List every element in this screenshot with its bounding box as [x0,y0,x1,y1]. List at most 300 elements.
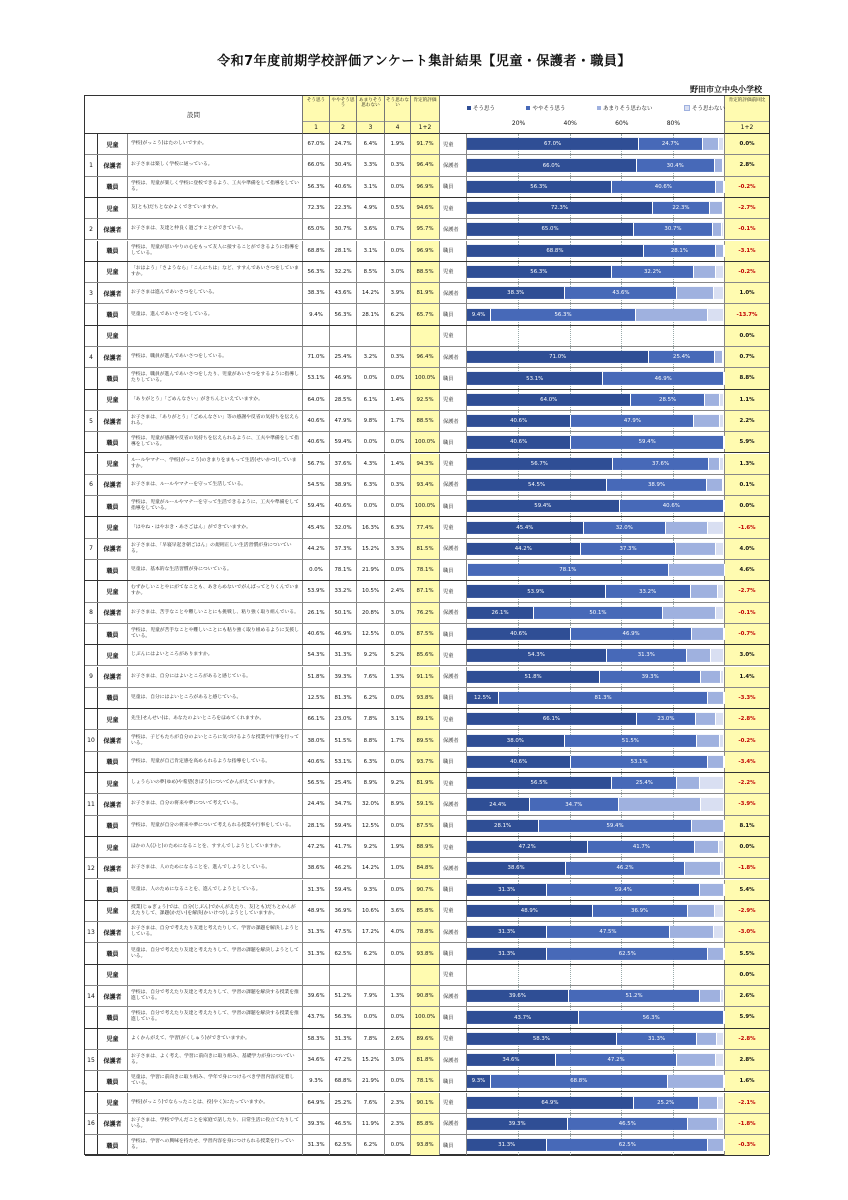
bar-data-label: 31.3% [498,929,516,936]
question-number-cell [85,901,98,921]
bar-segment [467,159,637,171]
bar-data-label: 41.7% [632,844,650,851]
answer-percent [330,965,357,985]
positive-total: 85.6% [411,645,440,665]
answer-percent: 16.3% [357,517,385,537]
answer-percent: 0.0% [385,752,411,772]
bar-segment [676,543,715,555]
answer-percent [385,965,411,985]
bar-segment [716,543,724,555]
answer-percent: 26.1% [303,603,330,623]
chart-row-label: 保護者 [440,858,467,878]
respondent-label: 職員 [98,1071,128,1091]
stacked-bar [467,947,724,959]
bar-data-label: 59.4% [534,503,552,510]
bar-data-label: 40.6% [510,758,528,765]
bar-data-label: 31.3% [498,886,516,893]
chart-row-label: 児童 [440,262,467,282]
answer-percent: 78.1% [330,560,357,580]
bar-segment [571,756,707,768]
bar-segment [467,138,639,150]
table-row [85,198,769,219]
respondent-label: 保護者 [98,411,128,431]
bar-segment [530,798,619,810]
answer-percent: 33.2% [330,581,357,601]
answer-percent: 6.2% [385,304,411,324]
table-row [85,837,769,858]
positive-total: 85.8% [411,1114,440,1134]
bar-data-label: 22.3% [672,205,690,212]
table-row [85,603,769,624]
positive-total: 89.5% [411,730,440,750]
stacked-bar [467,479,724,491]
question-number: 14 [85,986,98,1006]
answer-percent: 37.3% [330,539,357,559]
question-text [128,965,303,985]
question-text: お子さまは進んであいさつをしている。 [128,283,303,303]
answer-percent: 31.3% [303,1135,330,1155]
bar-data-label: 65.0% [541,226,559,233]
table-row [85,347,769,368]
answer-percent: 46.9% [330,368,357,388]
bar-segment [649,351,714,363]
question-number-cell [85,241,98,261]
legend-label: あまりそう思わない [602,106,653,112]
chart-row [467,667,725,687]
bar-segment [653,202,710,214]
answer-percent: 21.9% [357,560,385,580]
answer-percent: 51.5% [330,730,357,750]
answer-percent: 17.2% [357,922,385,942]
stacked-bar [467,351,724,363]
respondent-label: 保護者 [98,1050,128,1070]
chart-row-label: 児童 [440,390,467,410]
answer-percent: 0.3% [385,475,411,495]
bar-segment [716,181,724,193]
change-from-previous: -0.1% [725,219,769,239]
bar-segment [467,990,569,1002]
positive-total: 85.8% [411,901,440,921]
answer-percent: 30.4% [330,155,357,175]
positive-total: 100.0% [411,496,440,516]
bar-data-label: 66.1% [542,716,560,723]
stacked-bar [467,990,724,1002]
respondent-label: 職員 [98,688,128,708]
stacked-bar [467,585,724,597]
answer-percent: 6.4% [357,134,385,154]
positive-total: 81.5% [411,539,440,559]
bar-segment [565,734,697,746]
bar-segment [467,862,566,874]
answer-percent: 14.2% [357,283,385,303]
question-text: 学校は、自分で考えたり友達と考えたりして、学習の課題を解決する授業を推進している。 [128,986,303,1006]
table-row [85,1050,769,1071]
chart-row-label: 児童 [440,326,467,346]
bar-data-label: 53.9% [527,588,545,595]
bar-data-label: 38.6% [507,865,525,872]
question-text: 「ありがとう」「ごめんなさい」がきちんといえていますか。 [128,390,303,410]
positive-total: 77.4% [411,517,440,537]
bar-segment [467,1097,634,1109]
answer-percent: 3.9% [385,283,411,303]
question-number: 8 [85,603,98,623]
answer-percent: 37.6% [330,454,357,474]
answer-percent: 4.9% [357,198,385,218]
bar-segment [467,202,653,214]
respondent-label: 保護者 [98,1114,128,1134]
positive-total: 91.1% [411,667,440,687]
bar-segment [631,394,704,406]
bar-segment [710,202,723,214]
bar-segment [467,905,593,917]
stacked-bar [467,820,724,832]
axis-tick-label: 80% [666,120,681,127]
table-row [85,901,769,922]
respondent-label: 児童 [98,581,128,601]
change-from-previous: 5.5% [725,943,769,963]
bar-segment [568,1118,688,1130]
bar-data-label: 28.1% [670,247,688,254]
question-number-cell [85,432,98,452]
question-number: 13 [85,922,98,942]
bar-segment [715,905,724,917]
chart-row-label: 児童 [440,837,467,857]
bar-segment [716,1054,724,1066]
question-text: お子さまは、友達と仲良く過ごすことができている。 [128,219,303,239]
bar-data-label: 59.4% [614,886,632,893]
chart-row-label: 職員 [440,560,467,580]
question-number-cell [85,198,98,218]
change-from-previous: -1.6% [725,517,769,537]
question-number: 1 [85,155,98,175]
positive-total: 95.7% [411,219,440,239]
bar-data-label: 12.5% [474,694,492,701]
table-row [85,517,769,538]
bar-segment [467,266,612,278]
respondent-label: 児童 [98,517,128,537]
answer-percent: 0.0% [385,943,411,963]
bar-segment [467,372,603,384]
change-from-previous: 1.6% [725,1071,769,1091]
answer-percent: 47.5% [330,922,357,942]
question-text: 学校は、児童が苦手なことや難しいことにも粘り強く取り組めるように支援している。 [128,624,303,644]
question-number-cell [85,517,98,537]
answer-percent: 0.3% [385,155,411,175]
answer-percent: 6.3% [385,517,411,537]
question-text: ルールやマナー、学校(がっこう)のきまりをまもって生活(せいかつ)していますか。 [128,454,303,474]
answer-percent: 2.3% [385,1093,411,1113]
positive-total: 59.1% [411,794,440,814]
stacked-bar [467,628,724,640]
bar-segment [677,777,700,789]
chart-row-label: 職員 [440,241,467,261]
answer-percent: 1.9% [385,837,411,857]
bar-data-label: 62.5% [618,1142,636,1149]
bar-segment [467,926,547,938]
stacked-bar [467,564,724,576]
bar-segment [666,521,708,533]
respondent-label: 児童 [98,709,128,729]
chart-row [467,603,725,623]
chart-row-label: 職員 [440,943,467,963]
answer-percent: 10.6% [357,901,385,921]
bar-data-label: 9.4% [471,311,486,318]
question-number-cell [85,880,98,900]
answer-percent: 1.4% [385,454,411,474]
change-from-previous: 3.0% [725,645,769,665]
positive-total: 78.1% [411,1071,440,1091]
chart-row-label: 保護者 [440,1050,467,1070]
bar-data-label: 64.0% [540,396,558,403]
question-text: 先生(せんせい)は、あなたのよいところをほめてくれますか。 [128,709,303,729]
bar-data-label: 40.6% [662,503,680,510]
answer-percent: 1.3% [385,986,411,1006]
legend-swatch [597,106,601,110]
bar-segment [612,181,716,193]
header-col-num: 3 [357,121,384,131]
table-row [85,880,769,901]
header-col-total [411,96,440,134]
bar-segment [588,841,695,853]
legend-label: ややそう思う [532,106,566,112]
question-text: お子さまは楽しく学校に通っている。 [128,155,303,175]
header-col-label: そう思わない [386,98,409,109]
bar-data-label: 30.7% [664,226,682,233]
change-from-previous: -3.1% [725,241,769,261]
chart-row [467,624,725,644]
table-row [85,1135,769,1156]
bar-data-label: 26.1% [491,609,509,616]
answer-percent: 64.0% [303,390,330,410]
stacked-bar [467,1033,724,1045]
bar-segment [695,841,719,853]
change-from-previous: 0.0% [725,134,769,154]
stacked-bar [467,777,724,789]
bar-segment [581,543,677,555]
change-from-previous: 2.8% [725,1050,769,1070]
chart-row-label: 職員 [440,1135,467,1155]
header-chart [440,96,725,134]
bar-segment [467,1011,579,1023]
stacked-bar [467,266,724,278]
question-text: よくかんがえて、学習(がくしゅう)ができていますか。 [128,1029,303,1049]
answer-percent: 0.0% [385,624,411,644]
bar-segment [467,820,539,832]
answer-percent: 31.3% [330,645,357,665]
answer-percent: 34.7% [330,794,357,814]
bar-data-label: 23.0% [657,716,675,723]
answer-percent: 0.0% [303,560,330,580]
bar-segment [467,1054,556,1066]
bar-data-label: 56.7% [530,460,548,467]
bar-data-label: 25.4% [635,780,653,787]
bar-segment [637,713,696,725]
answer-percent: 9.8% [357,411,385,431]
table-row [85,304,769,325]
bar-data-label: 51.5% [621,737,639,744]
bar-segment [467,521,584,533]
stacked-bar [467,415,724,427]
bar-data-label: 31.3% [498,1142,516,1149]
bar-segment [467,479,607,491]
chart-row [467,432,725,452]
positive-total: 78.1% [411,560,440,580]
positive-total: 90.7% [411,880,440,900]
bar-data-label: 46.9% [654,375,672,382]
answer-percent: 56.7% [303,454,330,474]
chart-row-label: 保護者 [440,667,467,687]
stacked-bar [467,862,724,874]
positive-total: 93.4% [411,475,440,495]
bar-segment [719,138,724,150]
bar-data-label: 56.3% [554,311,572,318]
bar-segment [547,947,708,959]
change-from-previous: -0.2% [725,262,769,282]
bar-segment [467,436,571,448]
answer-percent: 59.4% [330,432,357,452]
question-text: 学校は、児童が自己肯定感を高められるような指導をしている。 [128,752,303,772]
chart-row-label: 保護者 [440,539,467,559]
axis-tick-label: 40% [563,120,577,127]
answer-percent: 6.2% [357,943,385,963]
stacked-bar [467,734,724,746]
bar-segment [539,820,692,832]
bar-segment [708,756,724,768]
bar-segment [703,138,719,150]
question-number-cell [85,1135,98,1155]
respondent-label: 職員 [98,304,128,324]
positive-total: 89.1% [411,709,440,729]
change-from-previous: 5.9% [725,1007,769,1027]
chart-row [467,177,725,197]
bar-data-label: 47.2% [518,844,536,851]
answer-percent: 28.1% [330,241,357,261]
table-row [85,219,769,240]
question-number-cell [85,496,98,516]
bar-data-label: 54.5% [527,481,546,488]
positive-total: 100.0% [411,368,440,388]
stacked-bar [467,287,724,299]
bar-segment [634,1097,699,1109]
bar-segment [547,884,700,896]
chart-row [467,688,725,708]
question-text: 学校は、子どもたちが自分のよいところに気づけるような授業や行事を行っている。 [128,730,303,750]
bar-segment [607,479,707,491]
answer-percent: 4.3% [357,454,385,474]
chart-row [467,198,725,218]
stacked-bar [467,969,724,981]
bar-segment [716,713,724,725]
answer-percent: 8.9% [357,773,385,793]
bar-data-label: 45.4% [516,524,534,531]
bar-data-label: 64.9% [541,1099,559,1106]
bar-segment [719,841,724,853]
chart-row-label: 職員 [440,496,467,516]
bar-segment [721,990,724,1002]
table-row [85,368,769,389]
positive-total: 100.0% [411,432,440,452]
chart-row [467,496,725,516]
chart-row [467,517,725,537]
answer-percent: 2.6% [385,1029,411,1049]
answer-percent: 3.0% [385,1050,411,1070]
positive-total: 91.7% [411,134,440,154]
respondent-label: 職員 [98,752,128,772]
stacked-bar [467,223,724,235]
question-number-cell [85,1029,98,1049]
answer-percent: 2.4% [385,581,411,601]
table-row [85,816,769,837]
bar-data-label: 53.1% [526,375,544,382]
respondent-label: 児童 [98,134,128,154]
bar-segment [716,266,724,278]
answer-percent: 68.8% [330,1071,357,1091]
respondent-label: 児童 [98,326,128,346]
bar-segment [708,1139,724,1151]
respondent-label: 職員 [98,880,128,900]
bar-segment [467,777,612,789]
question-number-cell [85,709,98,729]
answer-percent: 38.9% [330,475,357,495]
bar-segment [685,862,721,874]
bar-segment [467,543,581,555]
answer-percent: 54.5% [303,475,330,495]
bar-segment [718,585,724,597]
bar-segment [697,734,720,746]
positive-total: 94.3% [411,454,440,474]
answer-percent: 58.3% [303,1029,330,1049]
bar-segment [705,394,721,406]
question-number-cell [85,454,98,474]
bar-data-label: 24.7% [661,141,679,148]
respondent-label: 保護者 [98,219,128,239]
question-number: 2 [85,219,98,239]
positive-total: 87.5% [411,816,440,836]
chart-row [467,965,725,985]
respondent-label: 児童 [98,390,128,410]
bar-segment [467,841,588,853]
change-from-previous: -1.8% [725,858,769,878]
stacked-bar [467,1075,724,1087]
bar-segment [700,884,724,896]
chart-row-label: 職員 [440,1071,467,1091]
question-text: 児童は、進んであいさつをしている。 [128,304,303,324]
table-row [85,241,769,262]
question-text: 学校は、児童が感謝や反省の気持ちを伝えられるように、工夫や準備をして指導をしている。 [128,432,303,452]
question-number-cell [85,581,98,601]
table-row [85,326,769,347]
bar-data-label: 46.9% [622,631,640,638]
bar-segment [721,671,724,683]
answer-percent: 0.0% [385,880,411,900]
bar-data-label: 58.3% [532,1035,550,1042]
bar-segment [636,308,708,320]
bar-segment [723,202,724,214]
bar-segment [637,159,715,171]
answer-percent: 3.3% [357,155,385,175]
answer-percent: 28.1% [357,304,385,324]
answer-percent: 12.5% [357,624,385,644]
change-from-previous: -2.9% [725,901,769,921]
question-text: お子さまは、よく考え、学習に前向きに取り組み、基礎学力が身についている。 [128,1050,303,1070]
change-from-previous: 1.0% [725,283,769,303]
bar-segment [634,223,713,235]
question-text: 学校(がっこう)でならったことは、役(やく)にたっていますか。 [128,1093,303,1113]
bar-data-label: 34.7% [565,801,583,808]
respondent-label: 保護者 [98,347,128,367]
question-number-cell [85,326,98,346]
question-number: 4 [85,347,98,367]
